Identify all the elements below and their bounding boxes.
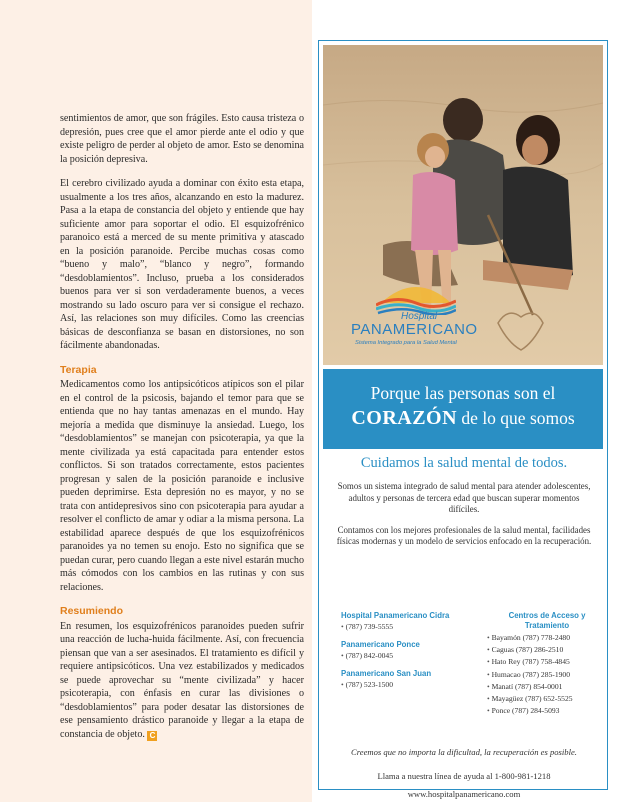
- ad-frame: [318, 40, 608, 799]
- centro-item: • Humacao (787) 285-1900: [487, 669, 607, 681]
- article-paragraph-text: En resumen, los esquizofrénicos paranoides pueden sufrir una reacción de lucha-huida fácilmente. Así, con frecuencia piensan que van a ser asesinados. El tratamiento es difícil y requiere antipsicóticos. Una vez estabilizados y medicados se puede aprovechar su “mente civilizada” y hacer psicoterapia, con énfasis en curar las divisiones o “desdoblamientos” para poder desatar las distorsiones de ese pensamiento drástico paranoide y llegar a la etapa de constancia de objeto.: [60, 620, 304, 740]
- ad-intro: [333, 481, 595, 557]
- hospital-name: Panamericano San Juan: [341, 669, 432, 678]
- centros-list: [487, 611, 607, 717]
- logo-hospital-name: PANAMERICANO: [351, 321, 478, 338]
- hospital-advertisement: [312, 0, 620, 802]
- logo-hospital-word: Hospital: [401, 311, 438, 322]
- hospital-name: Panamericano Ponce: [341, 640, 420, 649]
- banner-line-1: Porque las personas son el: [370, 383, 556, 403]
- logo-sun-wave-icon: [376, 275, 456, 315]
- family-beach-photo: [323, 45, 603, 365]
- section-heading-resumiendo: Resumiendo: [60, 605, 124, 617]
- article-paragraph: El cerebro civilizado ayuda a dominar con éxito esta etapa, usualmente a los tres años, alcanzando en esto la madurez. Pasa a la etapa de constancia del objeto y entiende que hay suficiente amor para soportar el odio. El esquizofrénico paranoico está a merced de su mente primitiva y atascado en la posición paranoide. Percibe muchas cosas como “bueno y malo”, “blanco y negro”, formando “desdoblamientos”. Incluso, prueba a los considerados buenos para ver si son verdaderamente buenos, a veces mostrando su lado oscuro para ver si consigue el rechazo. Así, las relaciones son muy difíciles. Como las creencias básicas de desconfianza se basan en distorsiones, no son fácilmente abandonadas.: [60, 178, 304, 351]
- hospital-phone: • (787) 842-0045: [341, 651, 476, 662]
- ad-intro-paragraph-2: Contamos con los mejores profesionales de la salud mental, facilidades físicas modernas y un modelo de servicios enfocado en la recuperación.: [336, 524, 592, 546]
- ad-intro-paragraph-1: Somos un sistema integrado de salud mental para atender adolescentes, adultos y personas de tercera edad que buscan superar momentos difíciles.: [337, 481, 591, 514]
- logo-tagline: Sistema Integrado para la Salud Mental: [355, 340, 457, 346]
- ad-headline: Cuidamos la salud mental de todos.: [360, 455, 568, 471]
- article-paragraph-last: [60, 620, 304, 742]
- helpline-text: Llama a nuestra línea de ayuda al 1-800-981-1218: [377, 771, 551, 781]
- article-paragraph: Medicamentos como los antipsicóticos atípicos son el pilar en el control de la psicosis, bajando el temor para que se entienda que no hay tantas amenazas en el mundo. Hay mejoría a medida que disminuye la ansiedad. Luego, los “desdoblamientos” se manejan con psicoterapia, ya que la mente civilizada ya está capacitada para entender estos conflictos. Si son tratados correctamente, estos pacientes progresan y salen de la posición paranoide e inclusive pueden deprimirse. Esta depresión no es mayor, y no se trata con antidepresivos sino con psicoterapia para ayudar a resolver el conflicto de amar y odiar a la misma persona. La estabilidad aparece después de que los esquizofrénicos paranoides ya no temen su enojo. Esto no significa que se puedan curar, pero cuando llegan a este nivel estarán mucho más cómodos con los cambios en las rutinas y con sus relaciones.: [60, 379, 304, 593]
- slogan-banner: [323, 369, 603, 449]
- centro-item: • Manatí (787) 854-0001: [487, 681, 607, 693]
- centro-item: • Bayamón (787) 778-2480: [487, 632, 607, 644]
- hospital-phone: • (787) 523-1500: [341, 680, 476, 691]
- hospital-name: Hospital Panamericano Cidra: [341, 611, 450, 620]
- end-of-article-mark: C: [147, 731, 157, 741]
- section-heading-terapia: Terapia: [60, 363, 97, 376]
- article-paragraph: sentimientos de amor, que son frágiles. Esto causa tristeza o depresión, pues cree que el amor pierde ante el odio y que existe peligro de perder al objeto de amor. Esto se denomina la posición depresiva.: [60, 113, 304, 165]
- centro-item: • Caguas (787) 286-2510: [487, 644, 607, 656]
- ad-motto: Creemos que no importa la dificultad, la recuperación es posible.: [351, 747, 577, 757]
- centro-item: • Mayagüez (787) 652-5525: [487, 693, 607, 705]
- centro-item: • Ponce (787) 284-5093: [487, 705, 607, 717]
- article-body: [60, 112, 304, 752]
- hospital-phone: • (787) 739-5555: [341, 622, 476, 633]
- hospital-logo: [341, 275, 491, 355]
- hospital-list: [341, 611, 476, 698]
- centros-title: Centros de Acceso y Tratamiento: [508, 611, 586, 630]
- website-link[interactable]: www.hospitalpanamericano.com: [407, 789, 521, 799]
- banner-line-2: [323, 407, 603, 430]
- banner-bold-word: CORAZÓN: [351, 407, 458, 429]
- banner-line-2-rest: de lo que somos: [457, 408, 575, 428]
- centro-item: • Hato Rey (787) 758-4845: [487, 656, 607, 668]
